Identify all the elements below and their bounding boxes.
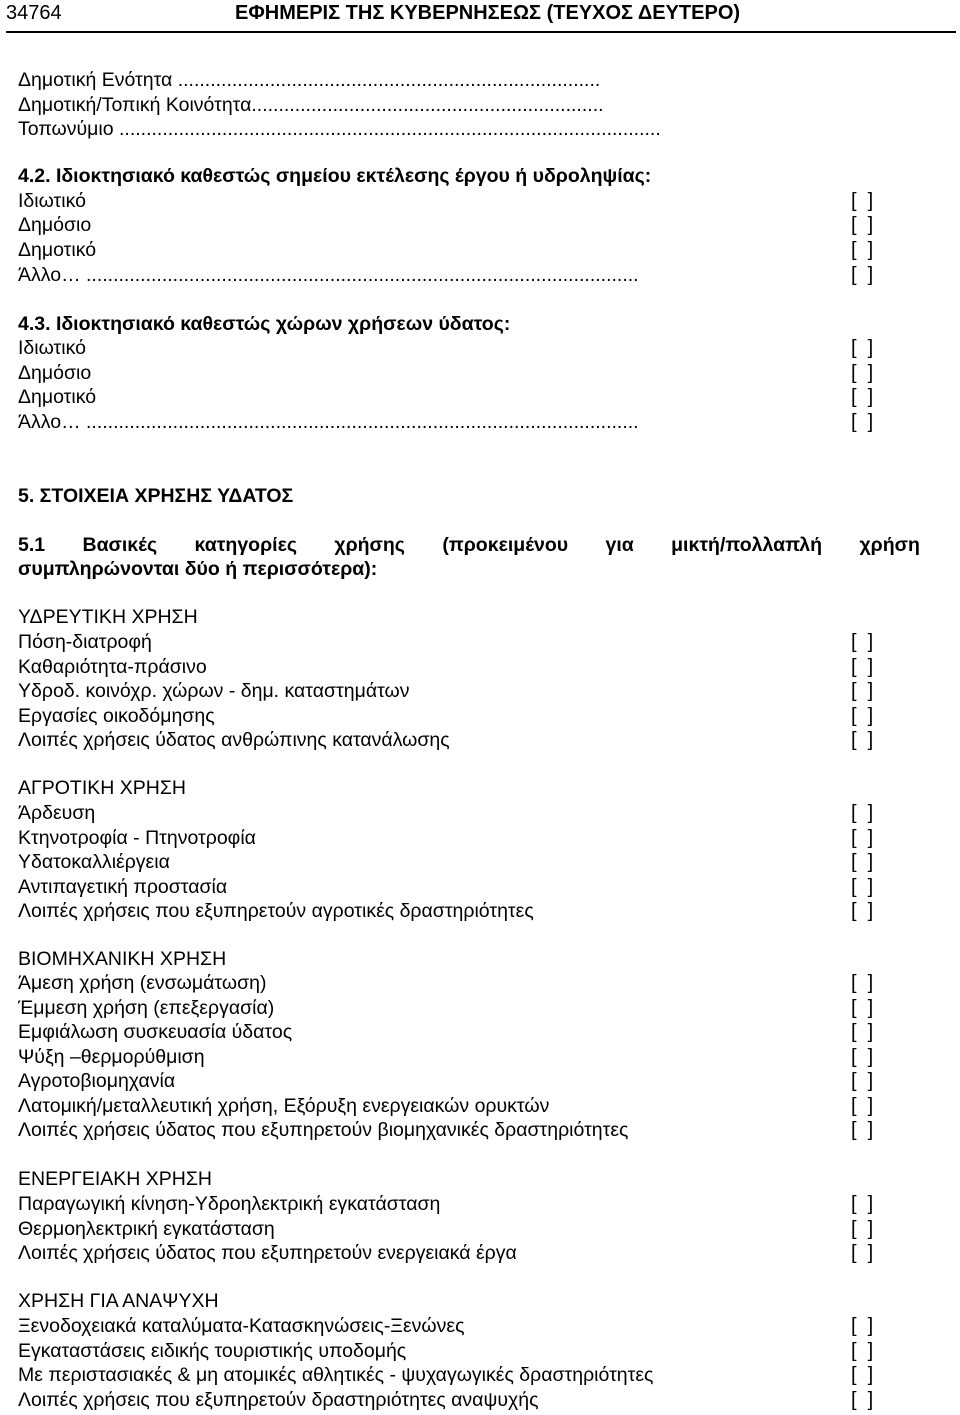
header-rule	[6, 31, 956, 33]
use-item-energy-label: Λοιπές χρήσεις ύδατος που εξυπηρετούν ενεργειακά έργα	[18, 1242, 517, 1264]
gazette-title: ΕΦΗΜΕΡΙΣ ΤΗΣ ΚΥΒΕΡΝΗΣΕΩΣ (ΤΕΥΧΟΣ ΔΕΥΤΕΡΟ)	[235, 2, 741, 24]
use-item-agri	[18, 826, 840, 850]
municipal-unit-line-label: Δημοτική Ενότητα ..............................................................................	[18, 69, 601, 91]
s42-option-label: Δημοτικό	[18, 239, 97, 261]
group-title-agri	[18, 776, 888, 800]
use-item-industry-label: Λατομική/μεταλλευτική χρήση, Εξόρυξη ενεργειακών ορυκτών	[18, 1095, 550, 1117]
checkbox[interactable]: [ ]	[851, 680, 874, 702]
use-item-water-label: Λοιπές χρήσεις ύδατος ανθρώπινης κατανάλωσης	[18, 729, 450, 751]
section-5-1-word: κατηγορίες	[194, 534, 297, 556]
checkbox[interactable]: [ ]	[851, 1218, 874, 1240]
toponym-line	[18, 117, 900, 141]
use-item-industry	[18, 996, 840, 1020]
checkbox[interactable]: [ ]	[851, 1389, 874, 1411]
s43-option-label: Άλλο… ......................................................................................................	[18, 411, 639, 433]
group-title-leisure	[18, 1289, 888, 1313]
section-4-3-title-label: 4.3. Ιδιοκτησιακό καθεστώς χώρων χρήσεων ύδατος:	[18, 313, 511, 335]
use-item-water-label: Εργασίες οικοδόμησης	[18, 705, 215, 727]
group-title-industry-label: ΒΙΟΜΗΧΑΝΙΚΗ ΧΡΗΣΗ	[18, 948, 227, 970]
use-item-water	[18, 679, 840, 703]
section-5-1-word: για	[605, 534, 634, 556]
use-item-energy	[18, 1192, 840, 1216]
use-item-agri	[18, 875, 840, 899]
checkbox[interactable]: [ ]	[851, 1070, 874, 1092]
use-item-water-label: Καθαριότητα-πράσινο	[18, 656, 207, 678]
use-item-leisure	[18, 1363, 840, 1387]
use-item-water	[18, 655, 840, 679]
community-line	[18, 93, 900, 117]
use-item-agri-label: Άρδευση	[18, 802, 96, 824]
use-item-industry	[18, 1020, 840, 1044]
use-item-leisure-label: Με περιστασιακές & μη ατομικές αθλητικές - ψυχαγωγικές δραστηριότητες	[18, 1364, 654, 1386]
section-5-title-label: 5. ΣΤΟΙΧΕΙΑ ΧΡΗΣΗΣ ΥΔΑΤΟΣ	[18, 485, 294, 507]
municipal-unit-line	[18, 68, 900, 92]
page-number: 34764	[6, 2, 62, 24]
s43-option-label: Δημοτικό	[18, 386, 97, 408]
checkbox[interactable]: [ ]	[851, 1095, 874, 1117]
checkbox[interactable]: [ ]	[851, 1364, 874, 1386]
use-item-leisure	[18, 1314, 840, 1338]
checkbox[interactable]: [ ]	[851, 239, 874, 261]
checkbox[interactable]: [ ]	[851, 631, 874, 653]
s42-option-label: Άλλο… ......................................................................................................	[18, 264, 639, 286]
toponym-line-label: Τοπωνύμιο ....................................................................................................	[18, 118, 661, 140]
section-5-1-word: χρήσης	[334, 534, 405, 556]
checkbox[interactable]: [ ]	[851, 1340, 874, 1362]
s42-option-label: Δημόσιο	[18, 214, 92, 236]
use-item-industry	[18, 1045, 840, 1069]
section-5-1-continuation	[18, 557, 888, 581]
use-item-leisure	[18, 1388, 840, 1412]
section-5-1-word: (προκειμένου	[442, 534, 569, 556]
checkbox[interactable]: [ ]	[851, 362, 874, 384]
section-5-1-continuation-label: συμπληρώνονται δύο ή περισσότερα):	[18, 558, 378, 580]
section-4-2-title-label: 4.2. Ιδιοκτησιακό καθεστώς σημείου εκτέλεσης έργου ή υδροληψίας:	[18, 165, 652, 187]
checkbox[interactable]: [ ]	[851, 214, 874, 236]
use-item-leisure	[18, 1339, 840, 1363]
checkbox[interactable]: [ ]	[851, 997, 874, 1019]
section-4-3-title	[18, 312, 888, 336]
s43-option	[18, 410, 802, 434]
use-item-agri-label: Αντιπαγετική προστασία	[18, 876, 228, 898]
group-title-energy-label: ΕΝΕΡΓΕΙΑΚΗ ΧΡΗΣΗ	[18, 1168, 213, 1190]
section-5-1-word: Βασικές	[82, 534, 158, 556]
use-item-industry-label: Λοιπές χρήσεις ύδατος που εξυπηρετούν βιομηχανικές δραστηριότητες	[18, 1119, 629, 1141]
checkbox[interactable]: [ ]	[851, 264, 874, 286]
use-item-energy	[18, 1217, 840, 1241]
group-title-water-label: ΥΔΡΕΥΤΙΚΗ ΧΡΗΣΗ	[18, 606, 198, 628]
use-item-industry-label: Έμμεση χρήση (επεξεργασία)	[18, 997, 275, 1019]
use-item-leisure-label: Εγκαταστάσεις ειδικής τουριστικής υποδομής	[18, 1340, 407, 1362]
checkbox[interactable]: [ ]	[851, 900, 874, 922]
use-item-industry	[18, 1069, 840, 1093]
section-5-title	[18, 484, 888, 508]
checkbox[interactable]: [ ]	[851, 827, 874, 849]
use-item-water	[18, 728, 840, 752]
use-item-water	[18, 704, 840, 728]
checkbox[interactable]: [ ]	[851, 656, 874, 678]
use-item-agri-label: Υδατοκαλλιέργεια	[18, 851, 170, 873]
use-item-water-label: Πόση-διατροφή	[18, 631, 152, 653]
use-item-leisure-label: Ξενοδοχειακά καταλύματα-Κατασκηνώσεις-Ξενώνες	[18, 1315, 465, 1337]
use-item-water-label: Υδροδ. κοινόχρ. χώρων - δημ. καταστημάτων	[18, 680, 410, 702]
use-item-industry	[18, 1118, 840, 1142]
s42-option-label: Ιδιωτικό	[18, 190, 86, 212]
checkbox[interactable]: [ ]	[851, 190, 874, 212]
checkbox[interactable]: [ ]	[851, 972, 874, 994]
checkbox[interactable]: [ ]	[851, 851, 874, 873]
use-item-energy-label: Παραγωγική κίνηση-Υδροηλεκτρική εγκατάσταση	[18, 1193, 441, 1215]
s43-option	[18, 361, 802, 385]
checkbox[interactable]: [ ]	[851, 876, 874, 898]
use-item-agri-label: Κτηνοτροφία - Πτηνοτροφία	[18, 827, 256, 849]
use-item-industry-label: Εμφιάλωση συσκευασία ύδατος	[18, 1021, 293, 1043]
use-item-agri	[18, 850, 840, 874]
section-5-1-word: μικτή/πολλαπλή	[671, 534, 823, 556]
s43-option	[18, 385, 802, 409]
section-5-1-title	[18, 532, 920, 558]
use-item-industry-label: Άμεση χρήση (ενσωμάτωση)	[18, 972, 267, 994]
section-5-1-word: 5.1	[18, 534, 46, 556]
checkbox[interactable]: [ ]	[851, 1242, 874, 1264]
checkbox[interactable]: [ ]	[851, 337, 874, 359]
checkbox[interactable]: [ ]	[851, 1193, 874, 1215]
s42-option	[18, 238, 802, 262]
checkbox[interactable]: [ ]	[851, 386, 874, 408]
use-item-energy	[18, 1241, 840, 1265]
use-item-leisure-label: Λοιπές χρήσεις που εξυπηρετούν δραστηριότητες αναψυχής	[18, 1389, 539, 1411]
use-item-industry-label: Αγροτοβιομηχανία	[18, 1070, 176, 1092]
community-line-label: Δημοτική/Τοπική Κοινότητα.................................................................	[18, 94, 604, 116]
checkbox[interactable]: [ ]	[851, 729, 874, 751]
use-item-agri-label: Λοιπές χρήσεις που εξυπηρετούν αγροτικές δραστηριότητες	[18, 900, 534, 922]
s42-option	[18, 213, 802, 237]
section-5-1-word: χρήση	[859, 534, 920, 556]
use-item-industry	[18, 971, 840, 995]
checkbox[interactable]: [ ]	[851, 1119, 874, 1141]
use-item-industry-label: Ψύξη –θερμορύθμιση	[18, 1046, 205, 1068]
group-title-industry	[18, 947, 888, 971]
section-4-2-title	[18, 164, 888, 188]
group-title-agri-label: ΑΓΡΟΤΙΚΗ ΧΡΗΣΗ	[18, 777, 186, 799]
s43-option-label: Δημόσιο	[18, 362, 92, 384]
checkbox[interactable]: [ ]	[851, 1021, 874, 1043]
s43-option-label: Ιδιωτικό	[18, 337, 86, 359]
checkbox[interactable]: [ ]	[851, 705, 874, 727]
checkbox[interactable]: [ ]	[851, 1046, 874, 1068]
use-item-energy-label: Θερμοηλεκτρική εγκατάσταση	[18, 1218, 275, 1240]
use-item-agri	[18, 801, 840, 825]
use-item-agri	[18, 899, 840, 923]
page-header	[6, 2, 956, 30]
use-item-water	[18, 630, 840, 654]
use-item-industry	[18, 1094, 840, 1118]
checkbox[interactable]: [ ]	[851, 802, 874, 824]
group-title-leisure-label: ΧΡΗΣΗ ΓΙΑ ΑΝΑΨΥΧΗ	[18, 1290, 219, 1312]
s42-option	[18, 189, 802, 213]
s42-option	[18, 263, 802, 287]
checkbox[interactable]: [ ]	[851, 1315, 874, 1337]
checkbox[interactable]: [ ]	[851, 411, 874, 433]
group-title-energy	[18, 1167, 888, 1191]
s43-option	[18, 336, 802, 360]
group-title-water	[18, 605, 888, 629]
